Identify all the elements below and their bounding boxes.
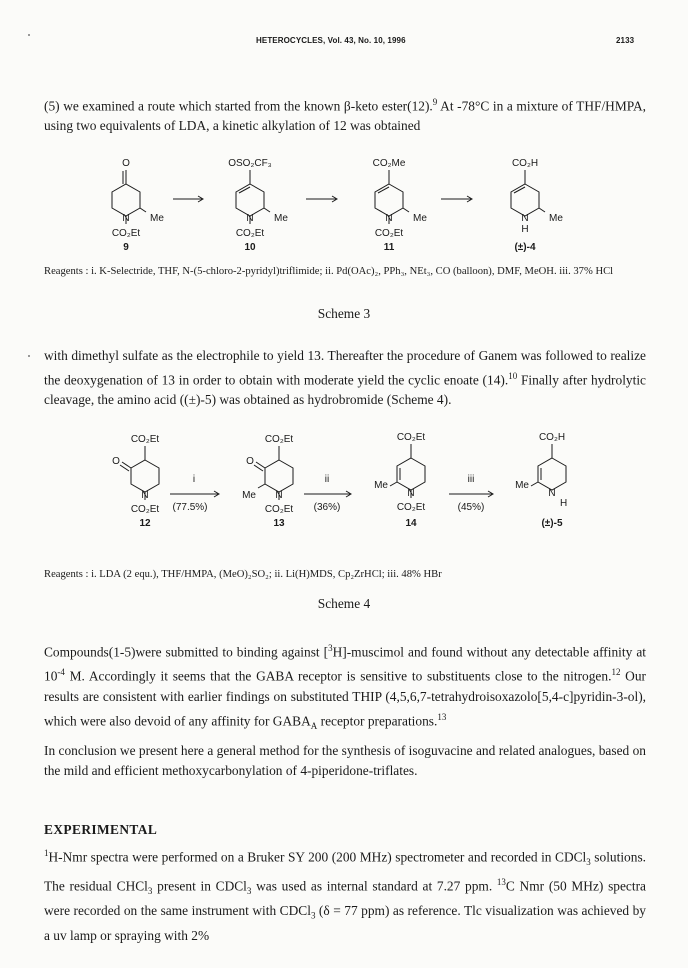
subscript: A <box>310 721 318 732</box>
exp-text: H-Nmr spectra were performed on a Bruker SY 200 (200 MHz) spectrometer and recorded in CDCl <box>48 849 587 865</box>
isotope: 13 <box>496 877 506 888</box>
n-substituent: H <box>521 224 529 235</box>
intro-text: (5) we examined a route which started from the known β-keto ester(12). <box>44 98 433 114</box>
nitrogen-label: N <box>521 213 529 224</box>
ganem-text-cont: Finally after hydrolytic cleavage, the amino acid ((±)-5) was obtained as hydrobromide (Scheme 4). <box>44 372 646 408</box>
section-heading: EXPERIMENTAL <box>44 822 158 837</box>
isotope: 3 <box>328 643 333 653</box>
methyl-label: Me <box>413 213 427 224</box>
acid-label: CO₂H <box>538 432 566 443</box>
oxygen-label: O <box>246 456 254 467</box>
n-substituent: CO₂Et <box>235 228 265 239</box>
compound-number: 9 <box>123 242 129 253</box>
methyl-label: Me <box>549 213 563 224</box>
methyl-label: Me <box>515 480 529 491</box>
nitrogen-label: N <box>385 213 393 224</box>
step-yield: (36%) <box>313 502 341 513</box>
exp-text: solutions. The residual CHCl <box>44 849 647 894</box>
n-substituent: CO₂Et <box>111 228 141 239</box>
step-label: i <box>192 474 196 485</box>
reference: 9 <box>432 97 438 107</box>
methyl-label: Me <box>274 213 288 224</box>
nitrogen-label: N <box>122 213 130 224</box>
scheme-3-reagents: Reagents : i. K-Selectride, THF, N-(5-chloro-2-pyridyl)triflimide; ii. Pd(OAc)₂, PPh₃, NEt₃, CO (balloon), DMF, MeOH. iii. 37% HCl <box>44 266 614 277</box>
n-substituent: CO₂Et <box>396 502 426 513</box>
paragraph-ganem <box>44 346 646 410</box>
scheme-4-caption: Scheme 4 <box>317 596 371 611</box>
nitrogen-label: N <box>141 490 149 501</box>
exp-text: C Nmr (50 MHz) spectra were recorded on the same instrument with CDCl <box>44 878 646 919</box>
page-number: 2133 <box>616 36 635 45</box>
n-substituent: CO₂Et <box>264 504 294 515</box>
subscript: 3 <box>147 886 153 897</box>
paragraph-intro <box>44 92 646 136</box>
compound-number: 13 <box>273 518 285 529</box>
scan-speck <box>28 355 30 357</box>
nitrogen-label: N <box>548 488 556 499</box>
reference: 13 <box>437 711 447 722</box>
subscript: 3 <box>586 857 591 868</box>
exp-text: present in CDCl <box>152 878 247 894</box>
nitrogen-label: N <box>275 490 283 501</box>
step-label: iii <box>467 474 475 485</box>
acid-label: CO₂H <box>511 158 539 169</box>
scheme-3-caption: Scheme 3 <box>317 306 371 321</box>
n-substituent: CO₂Et <box>130 504 160 515</box>
nitrogen-label: N <box>407 488 415 499</box>
compound-number: (±)-4 <box>514 242 536 253</box>
compound-number: (±)-5 <box>541 518 563 529</box>
n-substituent: H <box>560 498 568 509</box>
exp-text: was used as internal standard at 7.27 ppm. <box>251 878 497 894</box>
nitrogen-label: N <box>246 213 254 224</box>
scheme-4-reagents: Reagents : i. LDA (2 equ.), THF/HMPA, (MeO)₂SO₂; ii. Li(H)MDS, Cp₂ZrHCl; iii. 48% HBr <box>44 569 442 580</box>
binding-text: Our results are consistent with earlier findings on substituted THIP (4,5,6,7-tetrahydroisoxazolo[5,4-c]pyridin-3-ol), which were also devoid of any affinity for GABA <box>44 668 646 729</box>
ester-label: CO₂Et <box>396 432 426 443</box>
reference: 10 <box>508 371 518 381</box>
paragraph-binding <box>44 638 646 736</box>
binding-text: M. Accordingly it seems that the GABA receptor is sensitive to substituents close to the nitrogen. <box>64 668 612 684</box>
carbonyl-label: O <box>122 158 130 169</box>
ganem-text: with dimethyl sulfate as the electrophile to yield 13. Thereafter the procedure of Ganem was followed to realize the deoxygenation of 13 in order to obtain with moderate yield the cyclic enoate (14). <box>44 348 646 388</box>
methyl-label: Me <box>242 490 256 501</box>
methyl-label: Me <box>374 480 388 491</box>
exponent: -4 <box>57 667 65 678</box>
ester-label: CO₂Me <box>372 158 406 169</box>
binding-text: H]-muscimol and found without any detectable affinity at 10 <box>44 644 646 684</box>
subscript: 3 <box>310 910 316 921</box>
binding-text: receptor preparations. <box>317 713 438 729</box>
n-substituent: CO₂Et <box>374 228 404 239</box>
compound-number: 11 <box>383 242 395 253</box>
binding-text: Compounds(1-5)were submitted to binding against [ <box>44 644 329 660</box>
reference: 12 <box>611 667 621 678</box>
scheme-3-structures <box>0 150 688 260</box>
scan-speck <box>28 34 30 36</box>
exp-text: (δ = 77 ppm) as reference. Tlc visualization was achieved by a uv lamp or spraying with 2% <box>44 903 646 943</box>
step-yield: (77.5%) <box>172 502 208 513</box>
running-header: HETEROCYCLES, Vol. 43, No. 10, 1996 <box>256 36 406 45</box>
compound-number: 10 <box>244 242 256 253</box>
triflate-label: OSO₂CF₃ <box>228 158 272 169</box>
methyl-label: Me <box>150 213 164 224</box>
step-label: ii <box>324 474 330 485</box>
compound-number: 12 <box>139 518 151 529</box>
ester-label: CO₂Et <box>264 434 294 445</box>
compound-number: 14 <box>405 518 417 529</box>
intro-text-cont: At -78°C in a mixture of THF/HMPA, using two equivalents of LDA, a kinetic alkylation of 12 was obtained <box>44 98 646 134</box>
scheme-4-structures <box>0 420 688 545</box>
paragraph-experimental <box>44 843 646 946</box>
subscript: 3 <box>246 886 252 897</box>
isotope: 1 <box>44 848 49 858</box>
paragraph-conclusion: In conclusion we present here a general method for the synthesis of isoguvacine and related analogues, based on the mild and efficient methoxycarbonylation of 4-piperidone-triflates. <box>44 743 646 778</box>
ester-label: CO₂Et <box>130 434 160 445</box>
step-yield: (45%) <box>457 502 485 513</box>
oxygen-label: O <box>112 456 120 467</box>
